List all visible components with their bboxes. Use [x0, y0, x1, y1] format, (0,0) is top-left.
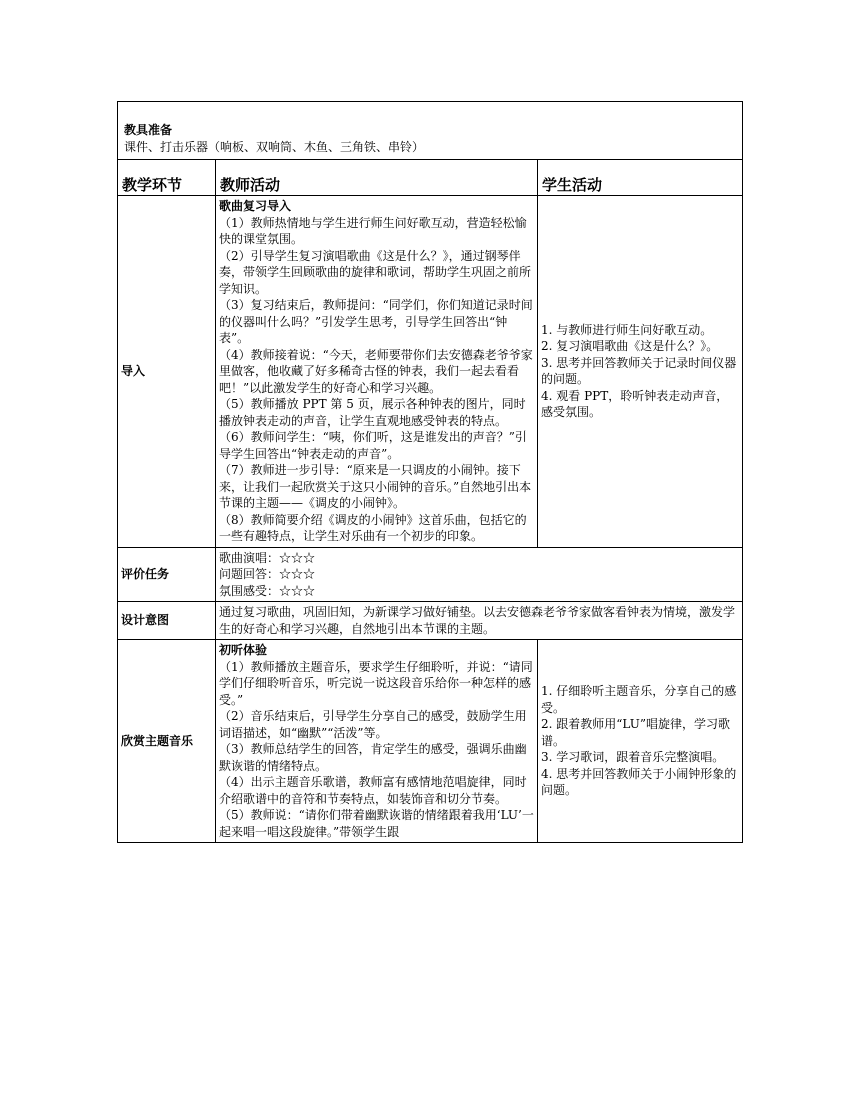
intro-row: [118, 196, 743, 548]
listen-teacher-item: （1）教师播放主题音乐，要求学生仔细聆听，并说：“请同学们仔细聆听音乐，听完说一说这段音乐给你一种怎样的感受。”: [219, 659, 533, 707]
listen-student-item: 4. 思考并回答教师关于小闹钟形象的问题。: [541, 766, 737, 798]
intro-student-item: 2. 复习演唱歌曲《这是什么？》。: [541, 339, 719, 354]
listen-student-item: 3. 学习歌词，跟着音乐完整演唱。: [541, 750, 725, 765]
intro-student-cell: [538, 196, 743, 548]
listen-teacher-item: （4）出示主题音乐歌谱，教师富有感情地范唱旋律，同时介绍歌谱中的音符和节奏特点，如装饰音和切分节奏。: [219, 775, 527, 806]
listen-student-item: 1. 仔细聆听主题音乐，分享自己的感受。: [541, 684, 737, 715]
intro-teacher-cell: [216, 196, 538, 548]
design-label: 设计意图: [118, 602, 216, 640]
intro-student-item: 4. 观看 PPT，聆听钟表走动声音，感受氛围。: [541, 388, 729, 420]
listen-teacher-cell: [216, 640, 538, 843]
intro-teacher-item: （1）教师热情地与学生进行师生问好歌互动，营造轻松愉快的课堂氛围。: [219, 215, 527, 246]
intro-teacher-item: （6）教师问学生：“咦，你们听，这是谁发出的声音？”引导学生回答出“钟表走动的声音”。: [219, 430, 527, 461]
intro-teacher-item: （8）教师简要介绍《调皮的小闹钟》这首乐曲，包括它的一些有趣特点，让学生对乐曲有一个初步的印象。: [219, 512, 527, 543]
listen-label: 欣赏主题音乐: [118, 640, 216, 843]
prep-cell: [118, 102, 743, 160]
eval-cell: [216, 547, 743, 602]
intro-student-item: 1. 与教师进行师生问好歌互动。: [541, 322, 713, 337]
lesson-plan-page: [117, 101, 742, 843]
design-row: [118, 602, 743, 640]
header-student: 学生活动: [538, 160, 743, 196]
eval-label: 评价任务: [118, 547, 216, 602]
intro-teacher-item: （7）教师进一步引导：“原来是一只调皮的小闹钟。接下来，让我们一起欣赏关于这只小闹钟的音乐。”自然地引出本节课的主题——《调皮的小闹钟》。: [219, 463, 532, 510]
header-row: [118, 160, 743, 196]
prep-content: 课件、打击乐器（响板、双响筒、木鱼、三角铁、串铃）: [124, 139, 425, 154]
intro-teacher-item: （2）引导学生复习演唱歌曲《这是什么？》，通过钢琴伴奏，带领学生回顾歌曲的旋律和歌词，帮助学生巩固之前所学知识。: [219, 248, 532, 296]
intro-student-item: 3. 思考并回答教师关于记录时间仪器的问题。: [541, 355, 737, 387]
intro-teacher-item: （4）教师接着说：“今天，老师要带你们去安德森老爷爷家里做客，他收藏了好多稀奇古怪的钟表，我们一起去看看吧！”以此激发学生的好奇心和学习兴趣。: [219, 347, 533, 395]
eval-row: [118, 547, 743, 602]
intro-label: 导入: [118, 196, 216, 548]
design-content: 通过复习歌曲，巩固旧知，为新课学习做好铺垫。以去安德森老爷爷家做客看钟表为情境，激发学生的好奇心和学习兴趣，自然地引出本节课的主题。: [216, 602, 743, 640]
eval-item: 问题回答：☆☆☆: [219, 567, 316, 581]
listen-student-cell: [538, 640, 743, 843]
header-teacher: 教师活动: [216, 160, 538, 196]
listen-teacher-title: 初听体验: [219, 643, 268, 657]
lesson-plan-table: [117, 101, 743, 843]
listen-teacher-item: （3）教师总结学生的回答，肯定学生的感受，强调乐曲幽默诙谐的情绪特点。: [219, 742, 527, 773]
prep-title: 教具准备: [124, 123, 173, 137]
listen-student-item: 2. 跟着教师用“LU”唱旋律，学习歌谱。: [541, 717, 730, 748]
header-stage: 教学环节: [118, 160, 216, 196]
eval-item: 氛围感受：☆☆☆: [219, 583, 316, 598]
intro-teacher-item: （5）教师播放 PPT 第 5 页，展示各种钟表的图片，同时播放钟表走动的声音，让学生直观地感受钟表的特点。: [219, 397, 526, 428]
listen-teacher-item: （5）教师说：“请你们带着幽默诙谐的情绪跟着我用‘LU’一起来唱一唱这段旋律。”带领学生跟: [219, 808, 534, 839]
intro-teacher-title: 歌曲复习导入: [219, 199, 292, 213]
listen-teacher-item: （2）音乐结束后，引导学生分享自己的感受，鼓励学生用词语描述，如“幽默”“活泼”等。: [219, 709, 527, 740]
listen-row: [118, 640, 743, 843]
intro-teacher-item: （3）复习结束后，教师提问：“同学们，你们知道记录时间的仪器叫什么吗？”引发学生思考，引导学生回答出“钟表”。: [219, 298, 533, 345]
eval-item: 歌曲演唱：☆☆☆: [219, 550, 316, 565]
prep-row: [118, 102, 743, 160]
